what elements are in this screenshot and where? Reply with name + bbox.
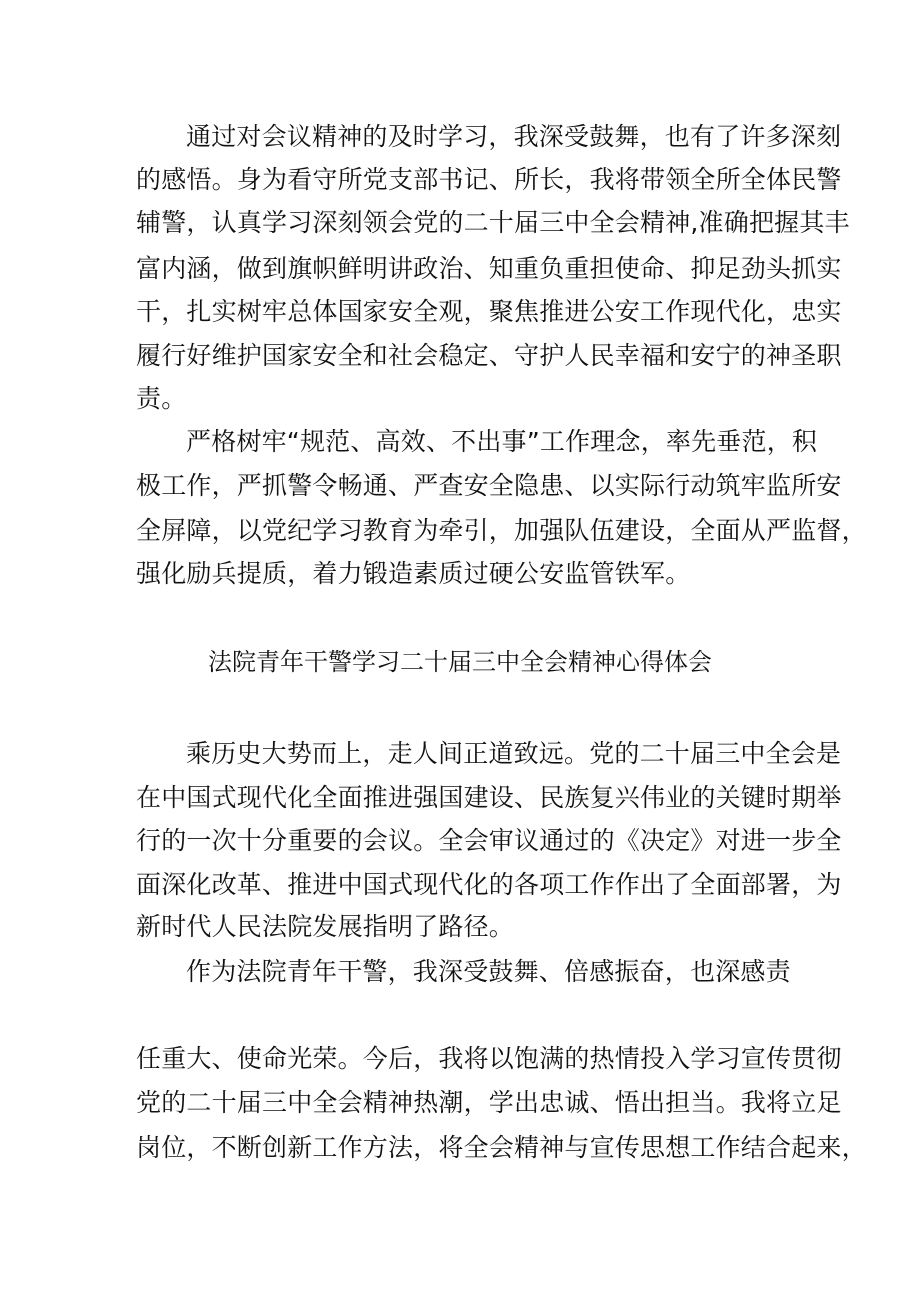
text-line: 履行好维护国家安全和社会稳定、守护人民幸福和安宁的神圣职 [136,341,842,370]
text-line: 极工作，严抓警令畅通、严查安全隐患、以实际行动筑牢监所安 [136,471,842,500]
text-line: 干，扎实树牢总体国家安全观，聚焦推进公安工作现代化，忠实 [136,297,842,326]
text-line: 的感悟。身为看守所党支部书记、所长，我将带领全所全体民警 [136,165,842,194]
text-line: 辅警，认真学习深刻领会党的二十届三中全会精神,准确把握其丰 [136,208,850,237]
text-line: 面深化改革、推进中国式现代化的各项工作作出了全面部署，为 [136,870,842,899]
text-line: 通过对会议精神的及时学习，我深受鼓舞，也有了许多深刻 [186,122,842,151]
text-line: 富内涵，做到旗帜鲜明讲政治、知重负重担使命、抑足劲头抓实 [136,254,842,283]
text-line: 乘历史大势而上，走人间正道致远。党的二十届三中全会是 [186,739,842,768]
text-line: 作为法院青年干警，我深受鼓舞、倍感振奋，也深感责 [186,957,791,986]
text-line: 责。 [136,384,187,413]
text-line: 岗位，不断创新工作方法，将全会精神与宣传思想工作结合起来， [136,1133,867,1162]
text-line: 任重大、使命光荣。今后，我将以饱满的热情投入学习宣传贯彻 [136,1044,842,1073]
text-line: 严格树牢“规范、高效、不出事”工作理念，率先垂范，积 [186,427,818,456]
text-line: 党的二十届三中全会精神热潮，学出忠诚、悟出担当。我将立足 [136,1088,842,1117]
text-line: 全屏障，以党纪学习教育为牵引，加强队伍建设，全面从严监督， [136,516,867,545]
text-line: 强化励兵提质，着力锻造素质过硬公安监管铁军。 [136,559,691,588]
text-line: 行的一次十分重要的会议。全会审议通过的《决定》对进一步全 [136,826,842,855]
section-title: 法院青年干警学习二十届三中全会精神心得体会 [208,648,712,676]
text-line: 在中国式现代化全面推进强国建设、民族复兴伟业的关键时期举 [136,783,842,812]
text-line: 新时代人民法院发展指明了路径。 [136,912,515,941]
